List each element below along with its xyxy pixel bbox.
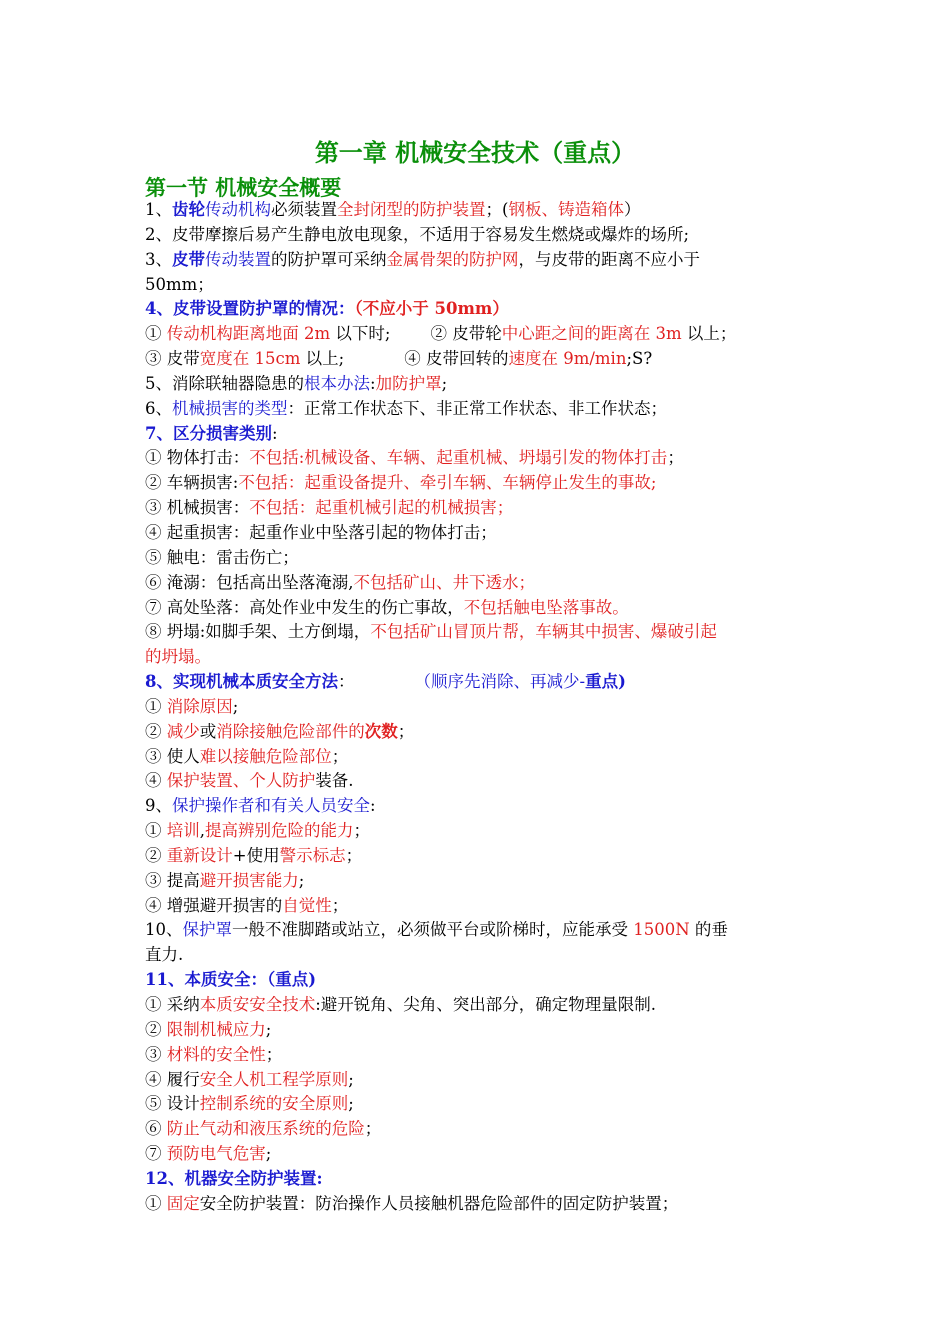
text-segment: 传动装置 bbox=[205, 249, 271, 269]
text-segment: 材料的安全性 bbox=[166, 1044, 266, 1064]
text-segment: ； bbox=[331, 746, 349, 766]
text-line bbox=[145, 198, 810, 223]
text-segment: 中心距之间的距离在 3m bbox=[501, 324, 682, 344]
text-line bbox=[145, 571, 810, 596]
text-segment: 1、 bbox=[145, 200, 172, 219]
text-segment: 次数 bbox=[364, 721, 398, 741]
text-segment: 保护罩 bbox=[182, 920, 232, 940]
text-line bbox=[145, 1018, 810, 1043]
text-segment: ； bbox=[265, 1044, 283, 1064]
text-segment: ② bbox=[145, 1019, 167, 1039]
text-segment: ; bbox=[348, 1094, 354, 1114]
text-segment: ； bbox=[364, 1119, 382, 1139]
text-segment: ;S? bbox=[626, 349, 653, 369]
text-line bbox=[145, 769, 810, 794]
text-segment: 本质安安全技术 bbox=[199, 995, 316, 1014]
text-line bbox=[145, 496, 810, 521]
text-segment: ③ 机械损害： bbox=[145, 498, 250, 518]
text-segment: ① bbox=[145, 821, 167, 841]
text-segment: ⑤ 触电：雷击伤亡； bbox=[145, 547, 299, 567]
text-segment: 10、 bbox=[145, 920, 183, 940]
text-segment: 9、 bbox=[145, 796, 172, 816]
text-line bbox=[145, 918, 810, 943]
text-line bbox=[145, 745, 810, 770]
text-segment: 限制机械应力 bbox=[166, 1019, 266, 1039]
text-segment: （顺序先消除、再减少- bbox=[414, 672, 586, 692]
text-line bbox=[145, 471, 810, 496]
text-segment: ④ 增强避开损害的 bbox=[145, 895, 283, 915]
text-segment: 的坍塌。 bbox=[145, 647, 211, 667]
text-segment: ① bbox=[145, 324, 167, 344]
text-line bbox=[145, 372, 810, 397]
text-line bbox=[145, 620, 810, 645]
text-segment: 加防护罩 bbox=[375, 373, 442, 393]
text-segment: 根本办法 bbox=[304, 373, 370, 393]
text-line bbox=[145, 248, 810, 273]
text-segment: ① 物体打击： bbox=[145, 448, 250, 468]
text-line bbox=[145, 322, 810, 347]
text-line bbox=[145, 273, 810, 298]
text-segment: 减少 bbox=[166, 721, 200, 741]
text-segment: ; bbox=[232, 696, 239, 716]
text-segment: 12、机器安全防护装置: bbox=[145, 1168, 323, 1188]
text-line bbox=[145, 645, 810, 670]
text-segment: ; bbox=[265, 1144, 272, 1164]
text-line bbox=[145, 1068, 810, 1093]
text-line bbox=[145, 397, 810, 422]
text-segment: ; bbox=[265, 1019, 272, 1039]
text-segment: 一般不准脚踏或站立，必须做平台或阶梯时，应能承受 bbox=[232, 920, 634, 940]
text-segment: 预防电气危害 bbox=[166, 1144, 266, 1164]
text-line bbox=[145, 794, 810, 819]
text-segment: ； bbox=[667, 448, 684, 468]
text-segment: 防止气动和液压系统的危险 bbox=[166, 1119, 365, 1139]
text-segment: 提高辨别危险的能力 bbox=[205, 821, 354, 841]
text-segment: ④ 皮带回转的 bbox=[404, 349, 509, 369]
text-segment: 6、 bbox=[145, 398, 172, 418]
text-segment: 消除原因 bbox=[166, 696, 233, 716]
text-segment: :避开锐角、尖角、突出部分，确定物理量限制. bbox=[315, 995, 657, 1014]
text-segment: 以上; bbox=[300, 349, 345, 369]
text-segment: ① bbox=[145, 696, 167, 716]
text-segment: ③ bbox=[145, 1044, 167, 1064]
text-segment: 重新设计 bbox=[166, 845, 233, 865]
text-segment: 难以接触危险部位 bbox=[199, 746, 332, 766]
text-line bbox=[145, 1043, 810, 1068]
text-segment: ③ 提高 bbox=[145, 870, 200, 890]
text-segment: 2、皮带摩擦后易产生静电放电现象，不适用于容易发生燃烧或爆炸的场所; bbox=[145, 224, 690, 244]
text-segment: ） bbox=[623, 200, 641, 219]
text-line bbox=[145, 943, 810, 968]
text-line bbox=[145, 1117, 810, 1142]
text-segment: 警示标志 bbox=[279, 845, 346, 865]
text-segment: ② bbox=[145, 845, 167, 865]
text-segment: 传动机构 bbox=[205, 200, 271, 219]
text-segment: ⑤ 设计 bbox=[145, 1094, 200, 1114]
text-segment: ; bbox=[348, 1069, 354, 1089]
text-segment: 安全人机工程学原则 bbox=[199, 1069, 349, 1089]
text-line bbox=[145, 968, 810, 993]
text-segment: （不应小于 50mm） bbox=[354, 299, 509, 319]
text-line bbox=[145, 1092, 810, 1117]
text-segment: 保护操作者和有关人员安全 bbox=[172, 796, 370, 816]
text-segment: ④ bbox=[145, 771, 167, 791]
text-segment: 机械损害的类型 bbox=[172, 398, 288, 418]
text-line bbox=[145, 720, 810, 745]
text-segment: ② 皮带轮 bbox=[430, 324, 502, 344]
text-line bbox=[145, 1192, 810, 1217]
text-segment: ④ 起重损害：起重作业中坠落引起的物体打击； bbox=[145, 522, 497, 542]
text-segment: 8、实现机械本质安全方法 bbox=[145, 672, 338, 692]
text-line bbox=[145, 844, 810, 869]
text-segment: ; bbox=[441, 373, 448, 393]
text-segment: 齿轮 bbox=[172, 200, 205, 219]
text-segment: 的垂 bbox=[689, 920, 728, 940]
text-segment: ② bbox=[145, 721, 167, 741]
text-segment: ：正常工作状态下、非正常工作状态、非工作状态； bbox=[287, 398, 667, 418]
text-segment: 自觉性 bbox=[282, 895, 332, 915]
text-segment: ⑦ bbox=[145, 1144, 167, 1164]
text-segment: ④ 履行 bbox=[145, 1069, 200, 1089]
text-line bbox=[145, 223, 810, 248]
text-segment: 速度在 9m/min bbox=[508, 349, 627, 369]
text-segment: 不包括：起重机械引起的机械损害； bbox=[249, 498, 514, 518]
text-segment: 金属骨架的防护网 bbox=[386, 249, 519, 269]
text-segment: 11、本质安全：（重点) bbox=[145, 970, 317, 990]
text-line bbox=[145, 422, 810, 447]
text-segment: ③ 使人 bbox=[145, 746, 200, 766]
body-text bbox=[145, 198, 810, 1217]
text-segment: 必须装置 bbox=[271, 200, 337, 219]
text-segment: 避开损害能力 bbox=[199, 870, 299, 890]
text-segment: : bbox=[370, 373, 376, 393]
text-segment: 消除接触危险部件的 bbox=[216, 721, 365, 741]
text-segment: ； bbox=[397, 721, 415, 741]
chapter-title: 第一章 机械安全技术（重点） bbox=[314, 139, 636, 167]
text-segment: ； bbox=[353, 821, 370, 841]
text-segment: ③ 皮带 bbox=[145, 349, 200, 369]
text-segment: 安全防护装置：防治操作人员接触机器危险部件的固定防护装置； bbox=[199, 1193, 679, 1213]
text-segment: 固定 bbox=[166, 1193, 200, 1213]
text-segment: 不包括:机械设备、车辆、起重机械、坍塌引发的物体打击 bbox=[249, 448, 668, 468]
text-segment: 50mm； bbox=[145, 274, 214, 294]
text-segment: 直力. bbox=[145, 945, 184, 965]
text-line bbox=[145, 521, 810, 546]
text-line bbox=[145, 1167, 810, 1192]
text-segment: 重点) bbox=[585, 672, 626, 692]
text-segment: 1500N bbox=[633, 920, 690, 940]
text-segment: 控制系统的安全原则 bbox=[199, 1094, 349, 1114]
text-segment: ② 车辆损害: bbox=[145, 473, 239, 493]
text-line bbox=[145, 819, 810, 844]
text-segment: ⑥ 淹溺：包括高出坠落淹溺, bbox=[145, 572, 354, 592]
text-segment: 不包括矿山、井下透水； bbox=[353, 572, 535, 592]
text-segment: ，与皮带的距离不应小于 bbox=[518, 249, 700, 269]
text-segment: 的防护罩可采纳 bbox=[271, 249, 387, 269]
text-line bbox=[145, 670, 810, 695]
text-segment: 保护装置、个人防护 bbox=[166, 771, 316, 791]
text-segment: 以下时; bbox=[330, 324, 391, 344]
text-segment: : bbox=[370, 796, 376, 816]
text-segment: 不包括：起重设备提升、牵引车辆、车辆停止发生的事故; bbox=[238, 473, 657, 493]
text-segment: 7、区分损害类别 bbox=[145, 423, 272, 443]
text-segment: ① bbox=[145, 1193, 167, 1213]
text-segment: 5、消除联轴器隐患的 bbox=[145, 373, 304, 393]
text-segment: 钢板、铸造箱体 bbox=[508, 200, 624, 219]
text-line bbox=[145, 894, 810, 919]
text-line bbox=[145, 347, 810, 372]
text-segment: ⑧ 坍塌:如脚手架、土方倒塌， bbox=[145, 622, 371, 642]
text-segment: ： bbox=[337, 672, 355, 692]
text-segment: 培训 bbox=[166, 821, 200, 841]
text-segment: : bbox=[271, 423, 278, 443]
text-segment: ; bbox=[298, 870, 305, 890]
text-line bbox=[145, 546, 810, 571]
text-line bbox=[145, 993, 810, 1018]
text-segment: ； bbox=[331, 895, 349, 915]
text-segment: ；( bbox=[485, 200, 509, 219]
text-line bbox=[145, 297, 810, 322]
text-segment: 皮带 bbox=[172, 249, 205, 269]
text-segment: 不包括触电坠落事故。 bbox=[463, 597, 629, 617]
text-segment: 4、皮带设置防护罩的情况： bbox=[145, 299, 355, 319]
section-title: 第一节 机械安全概要 bbox=[145, 176, 342, 200]
text-segment: 或 bbox=[199, 721, 217, 741]
text-segment: 3、 bbox=[145, 249, 172, 269]
text-segment: 以上； bbox=[681, 324, 737, 344]
text-segment: 装备. bbox=[315, 771, 354, 791]
text-segment: , bbox=[199, 821, 205, 841]
text-segment: +使用 bbox=[232, 845, 280, 865]
text-segment: 全封闭型的防护装置 bbox=[337, 200, 486, 219]
text-segment: 宽度在 15cm bbox=[199, 349, 301, 369]
text-line bbox=[145, 446, 810, 471]
text-line bbox=[145, 869, 810, 894]
text-line bbox=[145, 1142, 810, 1167]
text-segment: 传动机构距离地面 2m bbox=[166, 324, 331, 344]
text-line bbox=[145, 695, 810, 720]
text-segment: ； bbox=[345, 845, 363, 865]
text-segment: 不包括矿山冒顶片帮，车辆其中损害、爆破引起 bbox=[370, 622, 717, 642]
text-line bbox=[145, 596, 810, 621]
text-segment: ⑦ 高处坠落：高处作业中发生的伤亡事故， bbox=[145, 597, 464, 617]
text-segment: ① 采纳 bbox=[145, 995, 200, 1014]
text-segment: ⑥ bbox=[145, 1119, 167, 1139]
